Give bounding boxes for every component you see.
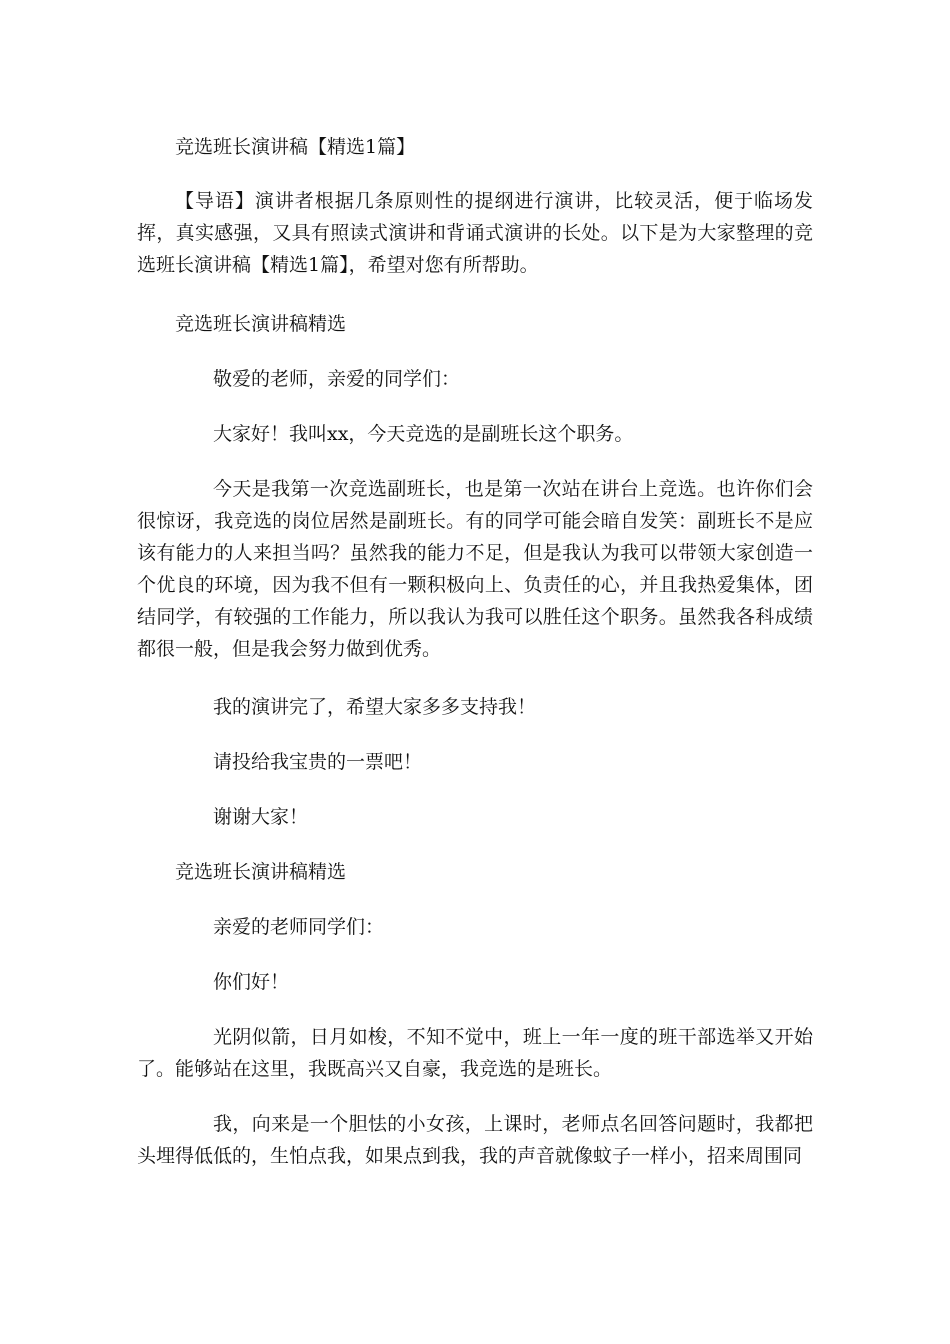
closing-line-2: 请投给我宝贵的一票吧！	[213, 751, 423, 773]
intro-paragraph: 【导语】演讲者根据几条原则性的提纲进行演讲，比较灵活，便于临场发挥，真实感强，又具有照读式演讲和背诵式演讲的长处。以下是为大家整理的竞选班长演讲稿【精选1篇】，希望对您有所帮助。	[137, 190, 813, 276]
hello-1: 大家好！我叫xx，今天竞选的是副班长这个职务。	[213, 423, 634, 445]
closing-line-3: 谢谢大家！	[213, 806, 309, 828]
closing-line-1: 我的演讲完了，希望大家多多支持我！	[213, 696, 537, 718]
hello-2: 你们好！	[213, 971, 290, 993]
body-paragraph-3: 我，向来是一个胆怯的小女孩，上课时，老师点名回答问题时，我都把头埋得低低的，生怕点我，如果点到我，我的声音就像蚊子一样小，招来周围同	[137, 1113, 813, 1167]
section-heading-1: 竞选班长演讲稿精选	[175, 313, 347, 335]
greeting-2: 亲爱的老师同学们：	[213, 916, 385, 938]
greeting-1: 敬爱的老师，亲爱的同学们：	[213, 368, 461, 390]
body-paragraph-2: 光阴似箭，日月如梭，不知不觉中，班上一年一度的班干部选举又开始了。能够站在这里，我既高兴又自豪，我竞选的是班长。	[137, 1026, 813, 1080]
document-title: 竞选班长演讲稿【精选1篇】	[175, 136, 416, 158]
body-paragraph-1: 今天是我第一次竞选副班长，也是第一次站在讲台上竞选。也许你们会很惊讶，我竞选的岗位居然是副班长。有的同学可能会暗自发笑：副班长不是应该有能力的人来担当吗？虽然我的能力不足，但是我认为我可以带领大家创造一个优良的环境，因为我不但有一颗积极向上、负责任的心，并且我热爱集体，团结同学，有较强的工作能力，所以我认为我可以胜任这个职务。虽然我各科成绩都很一般，但是我会努力做到优秀。	[137, 478, 813, 660]
section-heading-2: 竞选班长演讲稿精选	[175, 861, 347, 883]
